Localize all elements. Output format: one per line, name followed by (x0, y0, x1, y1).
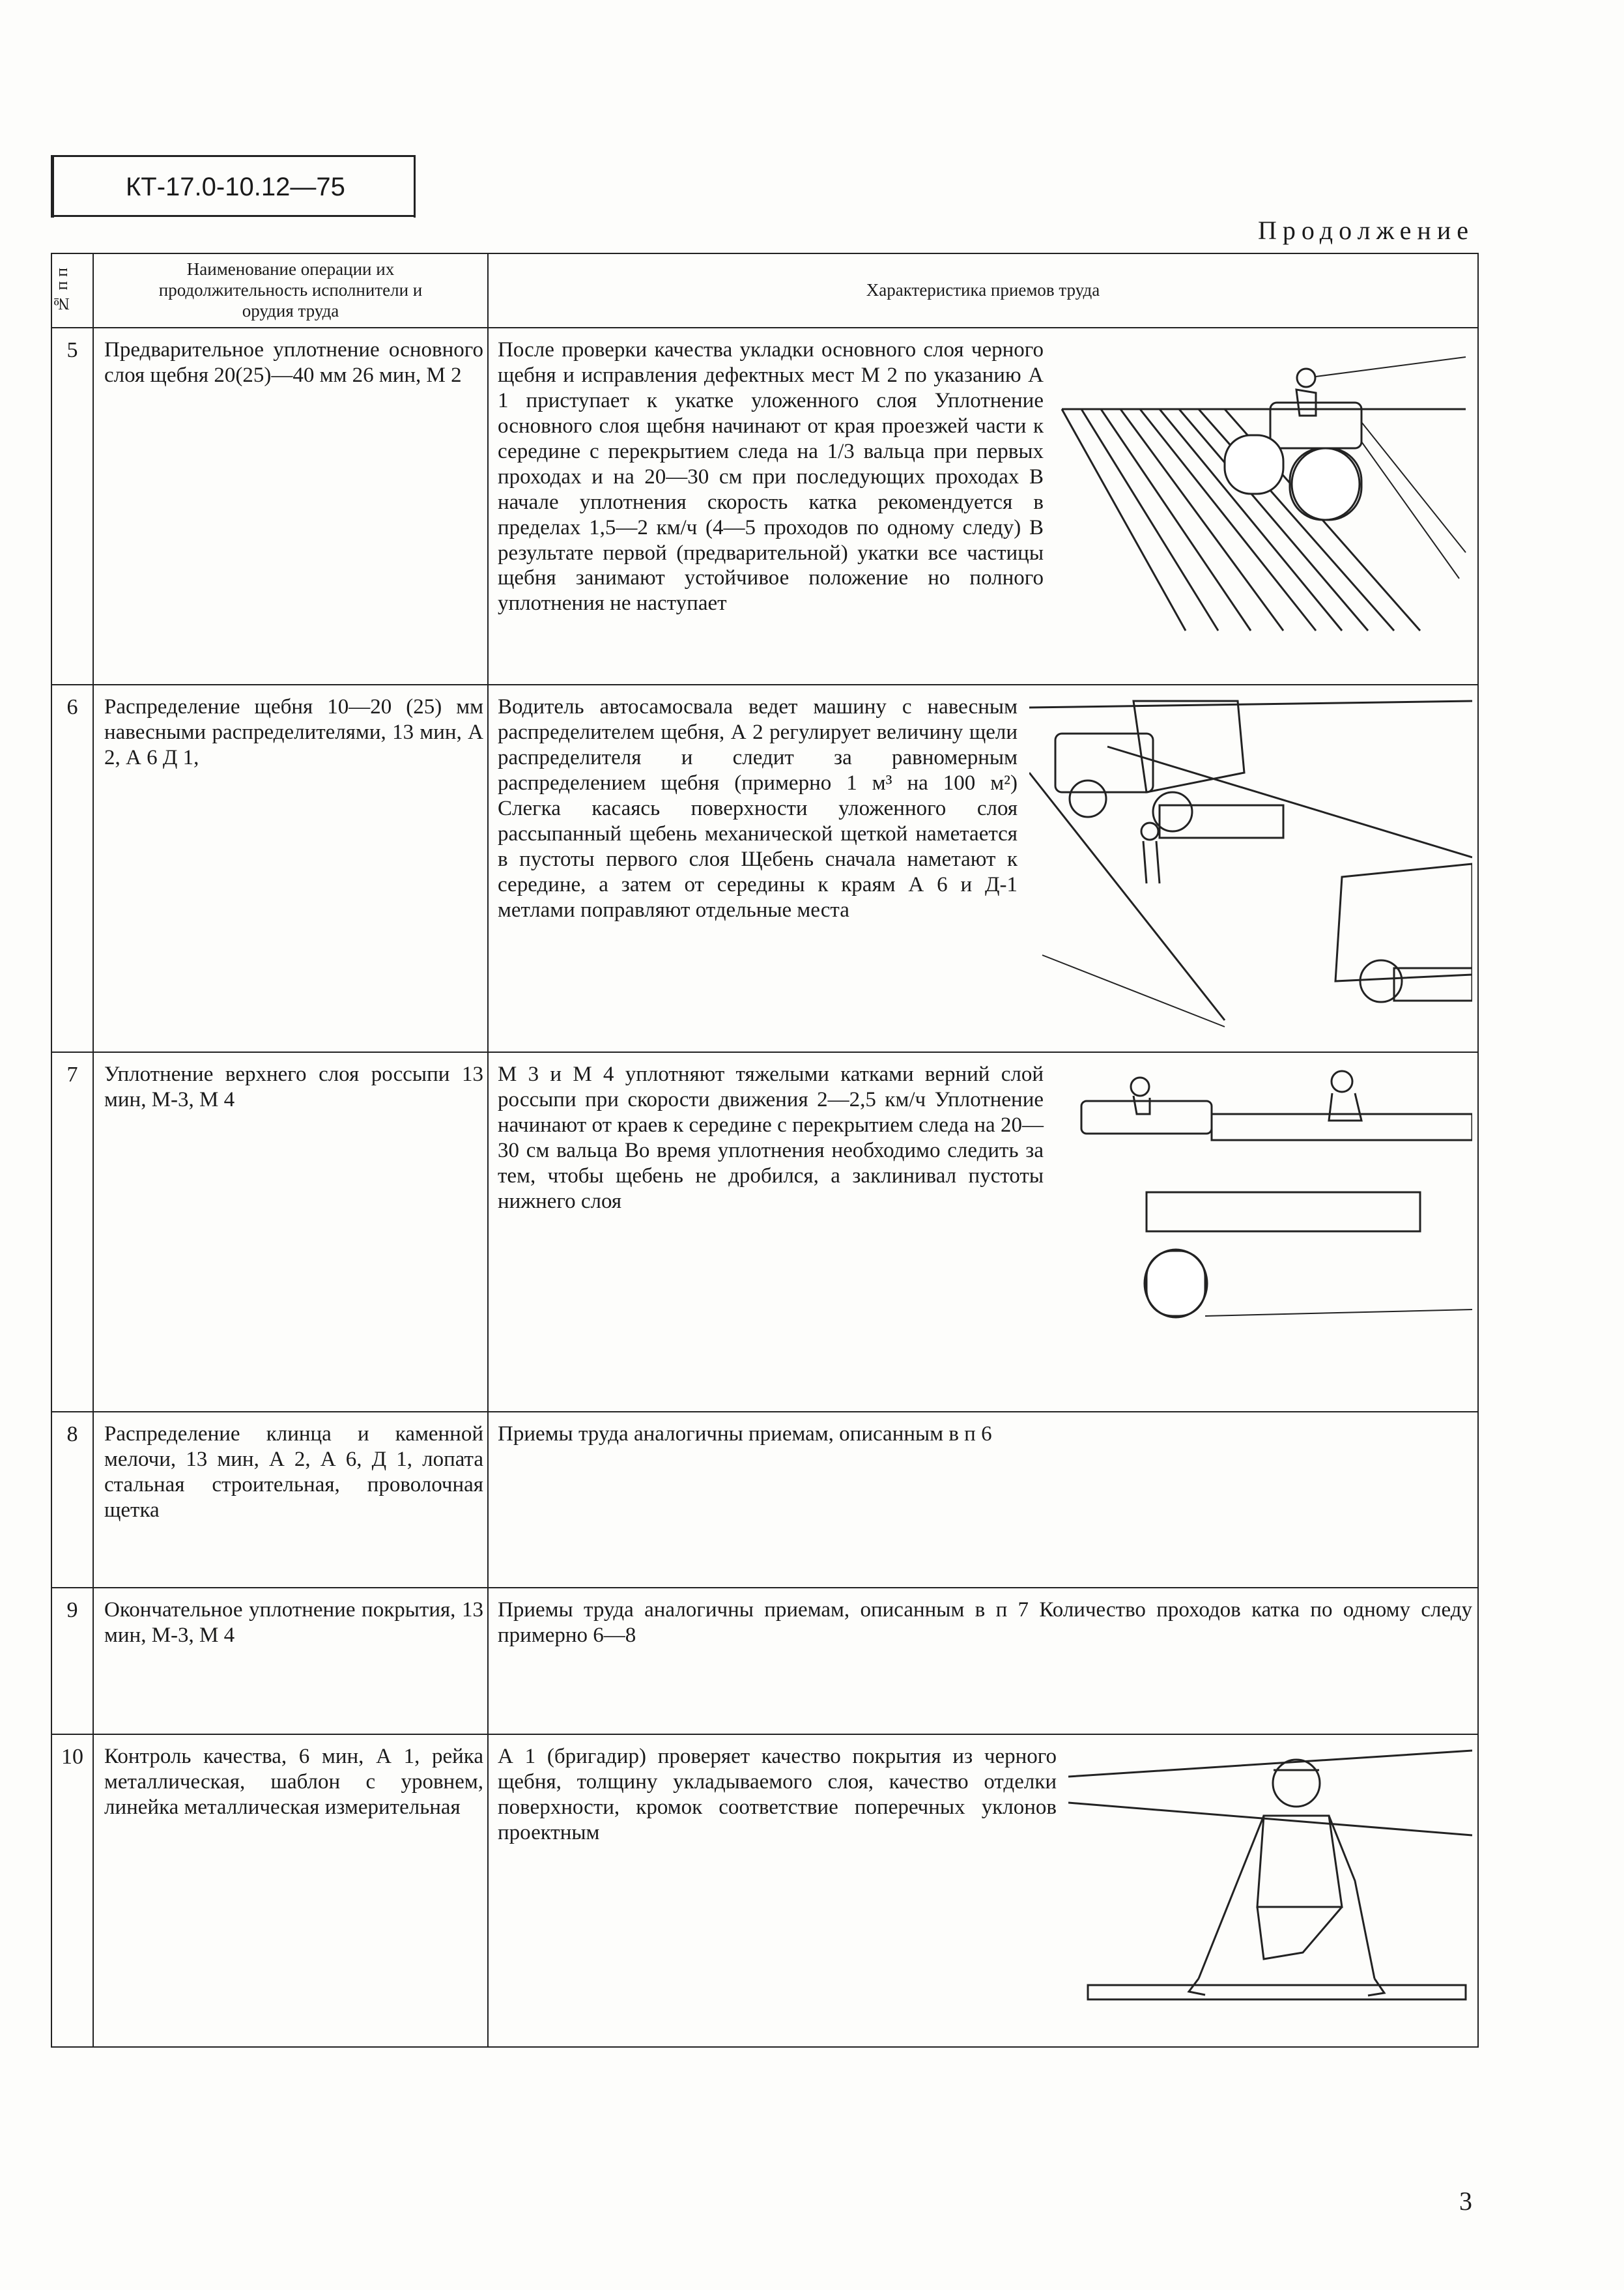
roller-compactor-illustration (1055, 337, 1472, 637)
operation-description: Водитель автосамосвала ведет машину с навесным распределителем щебня, А 2 регулирует величину щели распределителя и следит за равномерным распределением щебня (примерно 1 м³ на 100 м²) Слегка касаясь поверхности уложенного слоя рассыпанный щебень механической щеткой наметается в пустоты первого слоя Щебень сначала наметают к середине, а затем от середины к краям А 6 и Д-1 метлами поправляют отдельные места (498, 695, 1018, 922)
continuation-label: Продолжение (1258, 216, 1474, 245)
table-row (51, 1412, 1478, 1588)
operation-name: Распределение щебня 10—20 (25) мм навесными распределителями, 13 мин, А 2, А 6 Д 1, (93, 685, 488, 1052)
table-row (51, 1734, 1478, 2047)
document-code-text: КТ-17.0-10.12—75 (126, 173, 345, 201)
row-number: 10 (51, 1734, 93, 2047)
operations-table (51, 253, 1479, 2048)
operation-name: Распределение клинца и каменной мелочи, 13 мин, А 2, А 6, Д 1, лопата стальная строительная, проволочная щетка (93, 1412, 488, 1588)
row-number: 8 (51, 1412, 93, 1588)
header-number: № п п (51, 253, 93, 328)
table-row (51, 685, 1478, 1052)
worker-measuring-illustration (1068, 1744, 1472, 2031)
operation-name: Уплотнение верхнего слоя россыпи 13 мин, М-3, М 4 (93, 1052, 488, 1412)
operation-name: Предварительное уплотнение основного слоя щебня 20(25)—40 мм 26 мин, М 2 (93, 328, 488, 685)
operation-description: Приемы труда аналогичны приемам, описанным в п 6 (498, 1422, 992, 1446)
operation-description: А 1 (бригадир) проверяет качество покрытия из черного щебня, толщину укладываемого слоя, качество отделки поверхности, кромок соответствие поперечных уклонов проектным (498, 1745, 1057, 1844)
table-header-row (51, 253, 1478, 328)
row-number: 7 (51, 1052, 93, 1412)
row-number: 6 (51, 685, 93, 1052)
dump-truck-spreader-illustration (1029, 694, 1472, 1033)
header-operation: Наименование операции их продолжительность исполнители и орудия труда (93, 253, 488, 328)
operation-name: Окончательное уплотнение покрытия, 13 мин, М-3, М 4 (93, 1588, 488, 1734)
table-row (51, 328, 1478, 685)
row-number: 5 (51, 328, 93, 685)
page-number: 3 (1459, 2186, 1472, 2216)
row-number: 9 (51, 1588, 93, 1734)
table-row (51, 1052, 1478, 1412)
table-row (51, 1588, 1478, 1734)
operation-name: Контроль качества, 6 мин, А 1, рейка металлическая, шаблон с уровнем, линейка металлическая измерительная (93, 1734, 488, 2047)
operation-description: М 3 и М 4 уплотняют тяжелыми катками верний слой россыпи при скорости движения 2—2,5 км/ч Уплотнение начинают от краев к середине с перекрытием следа на 20—30 см вальца Во время уплотнения необходимо следить за тем, чтобы щебень не дробился, а заклинивал пустоты нижнего слоя (498, 1063, 1044, 1213)
header-characteristics: Характеристика приемов труда (488, 253, 1478, 328)
document-code-underline (51, 215, 416, 217)
operation-description: Приемы труда аналогичны приемам, описанным в п 7 Количество проходов катка по одному следу примерно 6—8 (498, 1598, 1472, 1647)
heavy-rollers-illustration (1055, 1062, 1472, 1336)
operation-description: После проверки качества укладки основного слоя черного щебня и исправления дефектных мест М 2 по указанию А 1 приступает к укатке уложенного слоя Уплотнение основного слоя щебня начинают от края проезжей части к середине с перекрытием следа на 1/3 вальца при первых проходах и на 20—30 см при последующих проходах В начале уплотнения скорость катка рекомендуется в пределах 1,5—2 км/ч (4—5 проходов по одному следу) В результате первой (предварительной) укатки все частицы щебня занимают устойчивое положение но полного уплотнения не наступает (498, 338, 1044, 616)
document-code (51, 155, 416, 218)
